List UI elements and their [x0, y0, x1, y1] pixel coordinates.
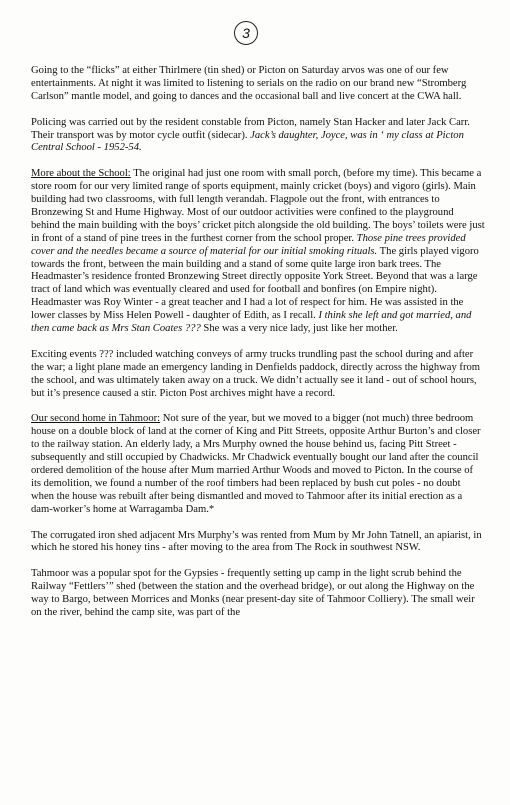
text-segment: The corrugated iron shed adjacent Mrs Murphy’s was rented from Mum by Mr John Tatnell, an apiarist, in which he stored his honey tins - after moving to the area from The Rock in southwest NSW. [31, 529, 482, 554]
paragraph-second-home [31, 413, 485, 516]
text-segment: Policing was carried out by the resident constable from Picton, namely Stan Hacker and later Jack Carr. Their transport was by motor cycle outfit (sidecar). [31, 116, 470, 141]
document-body [31, 65, 485, 633]
section-heading-school: More about the School: [31, 168, 131, 180]
paragraph-policing [31, 117, 485, 156]
text-segment: Going to the “flicks” at either Thirlmere (tin shed) or Picton on Saturday arvos was one of our few entertainments. At night it was limited to listening to serials on the radio on our brand new “Stromberg Carlson” mantle model, and going to dances and the occasional ball and live concert at the CWA hall. [31, 65, 467, 102]
paragraph-gypsies [31, 568, 485, 620]
text-segment: She was a very nice lady, just like her mother. [200, 323, 398, 335]
paragraph-school [31, 168, 485, 336]
text-segment: Exciting events ??? included watching conveys of army trucks trundling past the school during and after the war; a light plane made an emergency landing in Denfields paddock, directly across the highway from the school, and was ultimately taken away on a truck. We didn’t actually see it land - out of school hours, but it’s presence caused a stir. Picton Post archives might have a record. [31, 348, 481, 399]
paragraph-iron-shed [31, 530, 485, 556]
italic-note: I think she left and got married, and then came back as Mrs Stan Coates ??? [31, 310, 472, 335]
paragraph-exciting-events [31, 349, 485, 401]
italic-note: Those pine trees provided cover and the needles became a source of material for our initial smoking rituals. [31, 232, 466, 257]
text-segment: The original had just one room with small porch, (before my time). This became a store room for our very limited range of sports equipment, mainly cricket (boys) and vigoro (girls). Main building had two classrooms, with full length verandah. Flagpole out the front, with entrances to Bronzewing St and Hume Highway. Most of our outdoor activities were confined to the playground behind the main building with the boys’ cricket pitch alongside the old building. The boys’ toilets were just in front of a stand of pine trees in the furthest corner from the school proper. [31, 168, 485, 244]
page-number: 3 [234, 21, 258, 45]
text-segment: Not sure of the year, but we moved to a bigger (not much) three bedroom house on a double block of land at the corner of King and Pitt Streets, opposite Arthur Burton’s and closer to the railway station. An elderly lady, a Mrs Murphy owned the house behind us, facing Pitt Street - subsequently and still occupied by Chadwicks. Mr Chadwick eventually bought our land after the council ordered demolition of the house after Mum married Arthur Woods and moved to Picton. In the course of its demolition, we found a number of the roof timbers had been replaced by bush cut poles - no doubt when the house was rebuilt after being dismantled and moved to Tahmoor after its initial erection as a dam-worker’s home at Warragamba Dam.* [31, 413, 481, 515]
italic-note: Jack’s daughter, Joyce, was in ‘ my class at Picton Central School - 1952-54. [31, 129, 464, 154]
text-segment: Tahmoor was a popular spot for the Gypsies - frequently setting up camp in the light scrub behind the Railway “Fettlers’” shed (between the station and the overhead bridge), or out along the Highway on the way to Bargo, between Morrices and Monks (near present-day site of Tahmoor Colliery). The small weir on the river, behind the camp site, was part of the [31, 568, 475, 618]
section-heading-second-home: Our second home in Tahmoor: [31, 413, 161, 425]
text-segment: The girls played vigoro towards the front, between the main building and a stand of some quite large iron bark trees. The Headmaster’s residence fronted Bronzewing Street directly opposite York Street. Beyond that was a large tract of land which was eventually cleared and used for football and bonfires (on Empire night). Headmaster was Roy Winter - a great teacher and I had a lot of respect for him. He was assisted in the lower classes by Miss Helen Powell - daughter of Edith, as I recall. [31, 245, 479, 322]
paragraph-entertainment [31, 65, 485, 104]
